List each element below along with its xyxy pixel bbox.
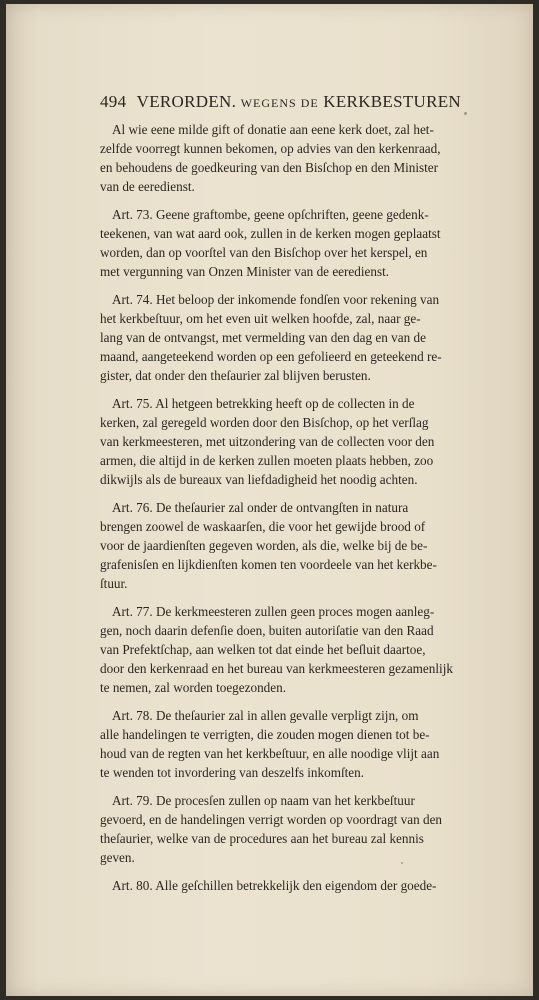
- header-title-part3: KERKBESTUREN: [323, 92, 462, 111]
- running-header: [100, 92, 500, 120]
- article-paragraph: [100, 791, 500, 867]
- article-paragraph: [100, 290, 500, 385]
- article-paragraph: [100, 602, 500, 697]
- text-line: met vergunning van Onzen Minister van de eeredienst.: [100, 264, 390, 279]
- article-paragraph: [100, 394, 500, 489]
- text-line: kerken, zal geregeld worden door den Bisſchop, op het verſlag: [100, 415, 429, 430]
- text-line: door den kerkenraad en het bureau van kerkmeesteren gezamenlijk: [100, 661, 453, 676]
- text-line: Art. 78. De theſaurier zal in allen gevalle verpligt zijn, om: [112, 708, 419, 723]
- text-line: Art. 80. Alle geſchillen betrekkelijk den eigendom der goede-: [112, 878, 437, 893]
- header-title-part2: WEGENS DE: [240, 96, 319, 110]
- text-line: gevoerd, en de handelingen verrigt worden op voordragt van den: [100, 812, 443, 827]
- page-content: [100, 92, 500, 904]
- text-line: Al wie eene milde gift of donatie aan eene kerk doet, zal het-: [112, 122, 434, 137]
- text-line: geven.: [100, 850, 135, 865]
- text-line: Art. 79. De procesſen zullen op naam van het kerkbeſtuur: [112, 793, 415, 808]
- text-line: zelfde voorregt kunnen bekomen, op advies van den kerkenraad,: [100, 141, 441, 156]
- text-line: teekenen, van wat aard ook, zullen in de kerken mogen geplaatst: [100, 226, 441, 241]
- text-line: voor de jaardienſten gegeven worden, als die, welke bij de be-: [100, 538, 428, 553]
- text-line: en behoudens de goedkeuring van den Bisſchop en den Minister: [100, 160, 439, 175]
- text-line: Art. 75. Al hetgeen betrekking heeft op de collecten in de: [112, 396, 415, 411]
- body-text: [100, 120, 500, 895]
- text-line: Art. 77. De kerkmeesteren zullen geen proces mogen aanleg-: [112, 604, 435, 619]
- text-line: ſtuur.: [100, 576, 128, 591]
- header-title-part1: VERORDEN.: [136, 92, 237, 111]
- text-line: Art. 74. Het beloop der inkomende fondſen voor rekening van: [112, 292, 440, 307]
- article-paragraph: [100, 120, 500, 196]
- text-line: alle handelingen te verrigten, die zouden mogen dienen tot be-: [100, 727, 430, 742]
- text-line: lang van de ontvangst, met vermelding van den dag en van de: [100, 330, 426, 345]
- page-number: 494: [100, 92, 127, 111]
- article-paragraph: [100, 205, 500, 281]
- text-line: gister, dat onder den theſaurier zal blijven berusten.: [100, 368, 371, 383]
- article-paragraph: [100, 498, 500, 593]
- text-line: maand, aangeteekend worden op een gefolieerd en geteekend re-: [100, 349, 442, 364]
- text-line: dikwijls als de bureaux van liefdadigheid het noodig achten.: [100, 472, 418, 487]
- text-line: brengen zoowel de waskaarſen, die voor het gewijde brood of: [100, 519, 426, 534]
- text-line: van kerkmeesteren, met uitzondering van de collecten voor den: [100, 434, 435, 449]
- text-line: houd van de regten van het kerkbeſtuur, en alle noodige vlijt aan: [100, 746, 440, 761]
- article-paragraph: [100, 706, 500, 782]
- text-line: te wenden tot invordering van deszelfs inkomſten.: [100, 765, 365, 780]
- text-line: te nemen, zal worden toegezonden.: [100, 680, 287, 695]
- text-line: armen, die altijd in de kerken zullen moeten plaats hebben, zoo: [100, 453, 434, 468]
- text-line: Art. 76. De theſaurier zal onder de ontvangſten in natura: [112, 500, 409, 515]
- text-line: worden, dan op voorſtel van den Bisſchop over het kerspel, en: [100, 245, 428, 260]
- text-line: van de eeredienst.: [100, 179, 195, 194]
- text-line: grafenisſen en lijkdienſten komen ten voordeele van het kerkbe-: [100, 557, 437, 572]
- article-paragraph: [100, 876, 500, 895]
- text-line: Art. 73. Geene graftombe, geene opſchriften, geene gedenk-: [112, 207, 429, 222]
- text-line: het kerkbeſtuur, om het even uit welken hoofde, zal, naar ge-: [100, 311, 421, 326]
- text-line: gen, noch daarin defenſie doen, buiten autoriſatie van den Raad: [100, 623, 434, 638]
- text-line: theſaurier, welke van de procedures aan het bureau zal kennis: [100, 831, 424, 846]
- text-line: van Prefektſchap, aan welken tot dat einde het beſluit daartoe,: [100, 642, 426, 657]
